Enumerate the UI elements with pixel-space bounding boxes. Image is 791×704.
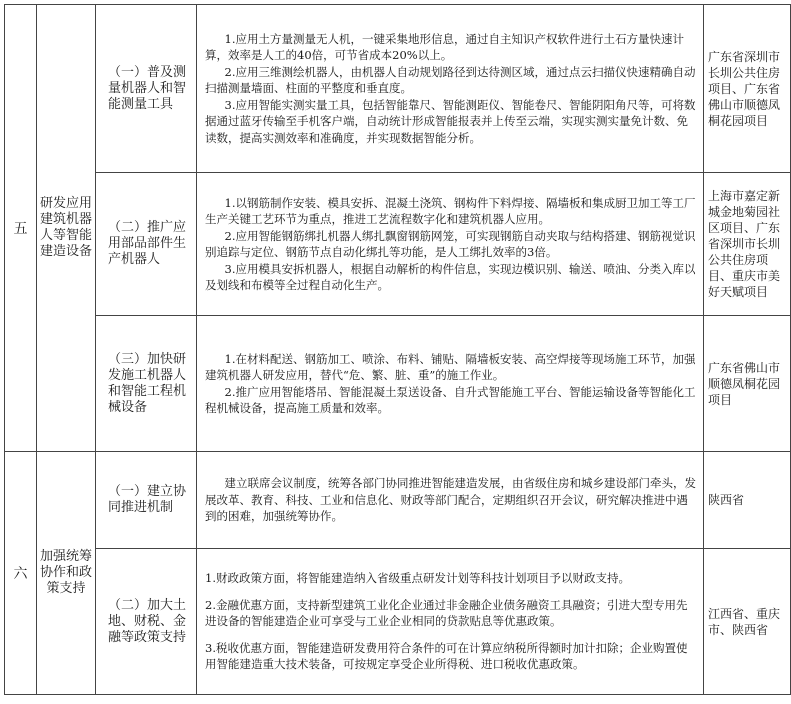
- table-row: [5, 549, 791, 695]
- content-paragraph: 1.应用土方量测量无人机，一键采集地形信息，通过自主知识产权软件进行土石方量快速计算，效率是人工的40倍，可节省成本20%以上。: [205, 31, 685, 63]
- pilot-location: 陕西省: [704, 452, 791, 549]
- key-task: 研发应用建筑机器人等智能建造设备: [37, 5, 96, 452]
- pilot-location: 上海市嘉定新城金地菊园社区项目、广东省深圳市长圳公共住房项目、重庆市美好天赋项目: [704, 173, 791, 316]
- sub-task: （一）普及测量机器人和智能测量工具: [96, 5, 197, 173]
- content-paragraph: 1.在材料配送、钢筋加工、喷涂、布料、铺贴、隔墙板安装、高空焊接等现场施工环节，加强建筑机器人研发应用，替代“危、繁、脏、重”的施工作业。: [205, 351, 696, 382]
- task-content: [197, 549, 704, 695]
- pilot-location: 江西省、重庆市、陕西省: [704, 549, 791, 695]
- table-row: [5, 316, 791, 452]
- sub-task: （一）建立协同推进机制: [96, 452, 197, 549]
- sub-task: （二）加大土地、财税、金融等政策支持: [96, 549, 197, 695]
- table-row: [5, 452, 791, 549]
- task-content: [197, 452, 704, 549]
- section-number: 五: [5, 5, 37, 452]
- content-paragraph: 2.金融优惠方面，支持新型建筑工业化企业通过非金融企业债务融资工具融资；引进大型专用先进设备的智能建造企业可享受与工业企业相同的贷款贴息等优惠政策。: [205, 597, 688, 629]
- content-paragraph: 2.应用三维测绘机器人，由机器人自动规划路径到达待测区域，通过点云扫描仪快速精确自动扫描测量墙面、柱面的平整度和垂直度。: [205, 64, 696, 96]
- content-paragraph: 1.财政政策方面，将智能建造纳入省级重点研发计划等科技计划项目予以财政支持。: [205, 571, 630, 586]
- table-row: [5, 173, 791, 316]
- pilot-location: 广东省佛山市顺德凤桐花园项目: [704, 316, 791, 452]
- task-content: [197, 5, 704, 173]
- content-paragraph: 2.推广应用智能塔吊、智能混凝土泵送设备、自升式智能施工平台、智能运输设备等智能化工程机械设备，提高施工质量和效率。: [205, 384, 696, 415]
- task-content: [197, 316, 704, 452]
- table-row: [5, 5, 791, 173]
- sub-task: （二）推广应用部品部件生产机器人: [96, 173, 197, 316]
- section-number: 六: [5, 452, 37, 695]
- sub-task: （三）加快研发施工机器人和智能工程机械设备: [96, 316, 197, 452]
- content-paragraph: 建立联席会议制度，统筹各部门协同推进智能建造发展，由省级住房和城乡建设部门牵头，发展改革、教育、科技、工业和信息化、财政等部门配合，定期组织召开会议，研究解决推进中遇到的困难，加强统筹协作。: [205, 476, 697, 524]
- content-paragraph: 3.应用智能实测实量工具，包括智能靠尺、智能测距仪、智能卷尺、智能阴阳角尺等，可将数据通过蓝牙传输至手机客户端，自动统计形成智能报表并上传至云端，实现实测实量免计数、免读数，提高实测效率和准确度，并实现数据智能分析。: [205, 97, 696, 145]
- content-paragraph: 3.税收优惠方面，智能建造研发费用符合条件的可在计算应纳税所得额时加计扣除；企业购置使用智能建造重大技术装备，可按规定享受企业所得税、进口税收优惠政策。: [205, 640, 688, 672]
- content-paragraph: 2.应用智能钢筋绑扎机器人绑扎飘窗钢筋网笼，可实现钢筋自动夹取与结构搭建、钢筋视觉识别追踪与定位、钢筋节点自动化绑扎等功能，是人工绑扎效率的3倍。: [205, 228, 696, 259]
- policy-table: [4, 4, 791, 695]
- content-paragraph: 3.应用模具安拆机器人，根据自动解析的构件信息，实现边模识别、输送、喷油、分类入库以及划线和布模等全过程自动化生产。: [205, 261, 696, 292]
- task-content: [197, 173, 704, 316]
- pilot-location: 广东省深圳市长圳公共住房项目、广东省佛山市顺德凤桐花园项目: [704, 5, 791, 173]
- content-paragraph: 1.以钢筋制作安装、模具安拆、混凝土浇筑、钢构件下料焊接、隔墙板和集成厨卫加工等工厂生产关键工艺环节为重点，推进工艺流程数字化和建筑机器人应用。: [205, 195, 696, 226]
- key-task: 加强统筹协作和政策支持: [37, 452, 96, 695]
